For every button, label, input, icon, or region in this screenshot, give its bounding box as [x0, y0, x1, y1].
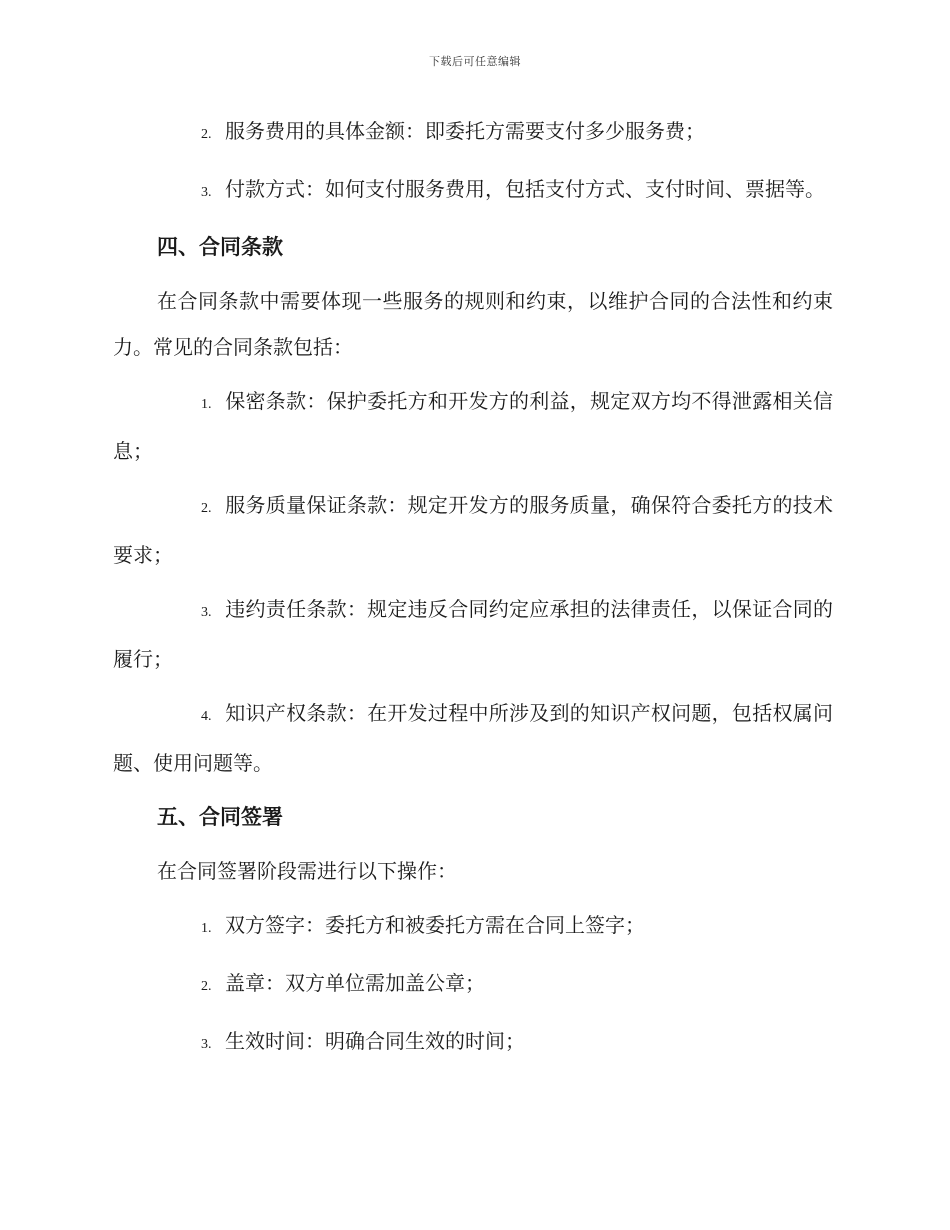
list-item-text: 保密条款：保护委托方和开发方的利益，规定双方均不得泄露相关信息；: [113, 389, 833, 463]
list-number: 3.: [201, 1037, 212, 1052]
list-item-sign: [113, 902, 833, 952]
list-number: 1.: [201, 397, 212, 412]
section-heading-contract-terms: 四、合同条款: [157, 234, 283, 259]
list-item-text: 知识产权条款：在开发过程中所涉及到的知识产权问题，包括权属问题、使用问题等。: [113, 701, 833, 775]
list-number: 3.: [201, 605, 212, 620]
list-item-quality: [113, 482, 833, 578]
list-number: 1.: [201, 921, 212, 936]
list-item-fee-amount: [113, 108, 833, 158]
list-item-text: 生效时间：明确合同生效的时间；: [225, 1029, 525, 1053]
list-item-text: 服务费用的具体金额：即委托方需要支付多少服务费；: [225, 119, 705, 143]
list-item-text: 违约责任条款：规定违反合同约定应承担的法律责任，以保证合同的履行；: [113, 597, 833, 671]
list-item-text: 盖章：双方单位需加盖公章；: [225, 971, 485, 995]
list-number: 2.: [201, 979, 212, 994]
page-header-note: 下载后可任意编辑: [429, 55, 521, 68]
list-item-effective: [113, 1018, 833, 1068]
section-heading-contract-signing: 五、合同签署: [157, 804, 283, 829]
list-item-breach: [113, 586, 833, 682]
document-body: [113, 108, 833, 1076]
list-item-confidentiality: [113, 378, 833, 474]
list-number: 4.: [201, 709, 212, 724]
paragraph-signing-intro: 在合同签署阶段需进行以下操作：: [157, 859, 457, 883]
list-number: 3.: [201, 185, 212, 200]
list-item-payment-method: [113, 166, 833, 216]
list-number: 2.: [201, 127, 212, 142]
list-item-ip: [113, 690, 833, 786]
paragraph-terms-intro: 在合同条款中需要体现一些服务的规则和约束，以维护合同的合法性和约束力。常见的合同条款包括：: [113, 289, 833, 359]
list-number: 2.: [201, 501, 212, 516]
list-item-text: 付款方式：如何支付服务费用，包括支付方式、支付时间、票据等。: [225, 177, 825, 201]
list-item-text: 双方签字：委托方和被委托方需在合同上签字；: [225, 913, 645, 937]
list-item-text: 服务质量保证条款：规定开发方的服务质量，确保符合委托方的技术要求；: [113, 493, 833, 567]
list-item-seal: [113, 960, 833, 1010]
